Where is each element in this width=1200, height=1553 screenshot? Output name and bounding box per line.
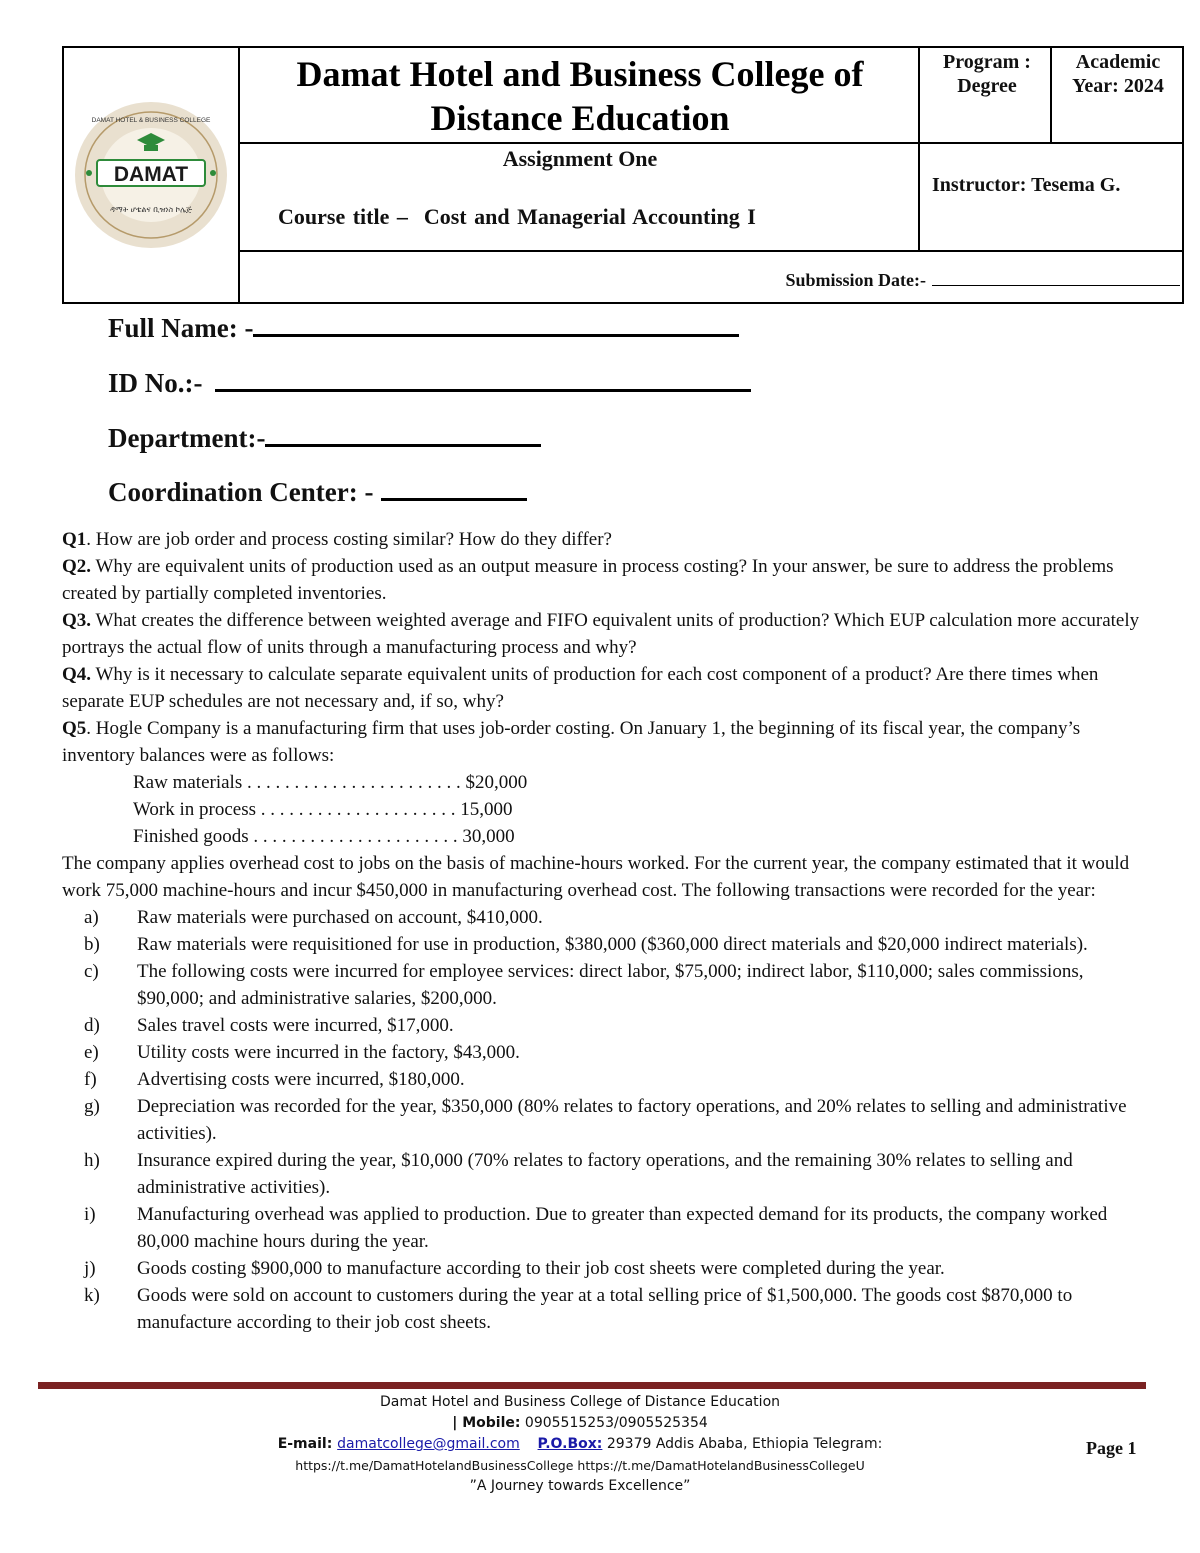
transaction-text: Advertising costs were incurred, $180,000. <box>137 1069 465 1090</box>
question-number: Q3. <box>62 610 92 631</box>
footer <box>200 1392 960 1497</box>
center-line <box>108 475 527 508</box>
transaction-text: The following costs were incurred for employee services: direct labor, $75,000; indirect labor, $110,000; sales commissions, $90,000; and administrative salaries, $200,000. <box>137 961 1084 1009</box>
inventory-label: Finished goods . . . . . . . . . . . . . . . . . . . . . . <box>133 826 458 847</box>
transaction-text: Utility costs were incurred in the factory, $43,000. <box>137 1042 520 1063</box>
transaction-text: Raw materials were requisitioned for use in production, $380,000 ($360,000 direct materials and $20,000 indirect materials). <box>137 934 1088 955</box>
inventory-label: Work in process . . . . . . . . . . . . . . . . . . . . . <box>133 799 456 820</box>
department-line <box>108 421 541 454</box>
transaction-item <box>62 1282 1152 1336</box>
pobox-label: P.O.Box: <box>537 1436 603 1452</box>
logo-dot-icon <box>86 170 92 176</box>
logo-main-text: DAMAT <box>113 163 189 186</box>
question-3 <box>62 607 1152 661</box>
submission-label: Submission Date:- <box>785 270 926 290</box>
transaction-item <box>62 1201 1152 1255</box>
program-cell <box>922 50 1052 142</box>
inventory-value: 30,000 <box>462 826 515 847</box>
center-label: Coordination Center: - <box>108 477 374 507</box>
full-name-line <box>108 311 739 344</box>
full-name-label: Full Name: - <box>108 313 254 343</box>
transaction-item <box>62 958 1152 1012</box>
transaction-item <box>62 1066 1152 1093</box>
question-2 <box>62 553 1152 607</box>
transaction-mark: f) <box>84 1069 97 1090</box>
inventory-value: 15,000 <box>460 799 513 820</box>
overhead-paragraph: The company applies overhead cost to jobs on the basis of machine-hours worked. For the current year, the company estimated that it would work 75,000 machine-hours and incur $450,000 in manufacturing overhead cost. The following transactions were recorded for the year: <box>62 853 1130 901</box>
footer-rule <box>38 1382 1146 1389</box>
transaction-text: Depreciation was recorded for the year, $350,000 (80% relates to factory operations, and 20% relates to selling and administrative activities). <box>137 1096 1127 1144</box>
submission-date-blank[interactable] <box>932 272 1180 286</box>
logo-top-text: DAMAT HOTEL & BUSINESS COLLEGE <box>91 117 211 124</box>
footer-college: Damat Hotel and Business College of Distance Education <box>379 1394 781 1410</box>
transaction-item <box>62 904 1152 931</box>
question-text: What creates the difference between weighted average and FIFO equivalent units of production? Which EUP calculation more accurately portrays the actual flow of units through a manufacturing process and why? <box>62 610 1140 658</box>
inventory-row <box>62 823 1152 850</box>
transaction-mark: a) <box>84 907 99 928</box>
transaction-mark: i) <box>84 1204 96 1225</box>
transaction-item <box>62 1255 1152 1282</box>
inventory-value: $20,000 <box>465 772 528 793</box>
graduation-cap-icon <box>144 145 158 151</box>
transaction-mark: d) <box>84 1015 100 1036</box>
transaction-mark: k) <box>84 1285 100 1306</box>
telegram-links[interactable]: https://t.me/DamatHotelandBusinessCollege https://t.me/DamatHotelandBusinessCollegeU <box>295 1458 865 1473</box>
transaction-item <box>62 1012 1152 1039</box>
id-blank[interactable] <box>215 366 751 392</box>
page-number: Page 1 <box>1086 1438 1137 1458</box>
transaction-item <box>62 1093 1152 1147</box>
question-number: Q2. <box>62 556 92 577</box>
transaction-mark: j) <box>84 1258 96 1279</box>
academic-label: Academic <box>1075 51 1161 73</box>
course-title: Cost and Managerial Accounting I <box>423 204 756 229</box>
transaction-mark: b) <box>84 934 100 955</box>
transaction-text: Sales travel costs were incurred, $17,000. <box>137 1015 454 1036</box>
transaction-mark: e) <box>84 1042 99 1063</box>
id-line <box>108 366 751 399</box>
college-logo <box>73 100 229 250</box>
course-label: Course title – <box>278 204 408 229</box>
transaction-mark: h) <box>84 1150 100 1171</box>
transaction-item <box>62 1039 1152 1066</box>
footer-mobile <box>200 1413 960 1434</box>
question-text: Why is it necessary to calculate separate equivalent units of production for each cost component of a product? Are there times when separate EUP schedules are not necessary and, if so, why? <box>62 664 1099 712</box>
assignment-title: Assignment One <box>502 146 658 171</box>
id-label: ID No.:- <box>108 368 203 398</box>
college-name: Damat Hotel and Business College of Distance Education <box>296 54 864 138</box>
logo-bottom-text: ዳማት ሆቴልና ቢዝነስ ኮሌጅ <box>109 205 193 214</box>
question-1 <box>62 526 1152 553</box>
transaction-text: Goods costing $900,000 to manufacture according to their job cost sheets were completed during the year. <box>137 1258 945 1279</box>
question-number: Q1 <box>62 529 87 550</box>
submission-date <box>240 270 1182 291</box>
program-label: Program : <box>943 51 1031 73</box>
question-number: Q5 <box>62 718 87 739</box>
academic-year: Year: 2024 <box>1072 75 1164 97</box>
question-5 <box>62 715 1152 769</box>
full-name-blank[interactable] <box>253 311 739 337</box>
mobile-value: 0905515253/0905525354 <box>520 1415 708 1431</box>
header-table <box>62 46 1184 304</box>
program-value: Degree <box>957 75 1017 97</box>
transaction-mark: g) <box>84 1096 100 1117</box>
department-blank[interactable] <box>265 421 541 447</box>
mobile-label: | Mobile: <box>452 1415 521 1431</box>
course-line <box>278 204 918 230</box>
instructor: Instructor: Tesema G. <box>932 174 1121 196</box>
question-text: . How are job order and process costing similar? How do they differ? <box>86 529 612 550</box>
transaction-text: Goods were sold on account to customers during the year at a total selling price of $1,500,000. The goods cost $870,000 to manufacture according to their job cost sheets. <box>137 1285 1073 1333</box>
questions-body <box>62 526 1152 1336</box>
footer-motto: ”A Journey towards Excellence” <box>469 1478 691 1494</box>
academic-cell <box>1054 50 1182 142</box>
transaction-text: Raw materials were purchased on account, $410,000. <box>137 907 543 928</box>
pobox-value: 29379 Addis Ababa, Ethiopia Telegram: <box>602 1436 883 1452</box>
logo-dot-icon <box>210 170 216 176</box>
divider <box>238 250 1182 252</box>
transaction-text: Manufacturing overhead was applied to production. Due to greater than expected demand for its products, the company worked 80,000 machine hours during the year. <box>137 1204 1108 1252</box>
inventory-row <box>62 796 1152 823</box>
question-text: Why are equivalent units of production used as an output measure in process costing? In your answer, be sure to address the problems created by partially completed inventories. <box>62 556 1114 604</box>
center-blank[interactable] <box>381 475 527 501</box>
question-4 <box>62 661 1152 715</box>
transactions-list <box>62 904 1152 1336</box>
transaction-item <box>62 1147 1152 1201</box>
inventory-label: Raw materials . . . . . . . . . . . . . . . . . . . . . . . <box>133 772 461 793</box>
question-number: Q4. <box>62 664 92 685</box>
transaction-text: Insurance expired during the year, $10,000 (70% relates to factory operations, and the remaining 30% relates to selling and administrative activities). <box>137 1150 1073 1198</box>
question-text: . Hogle Company is a manufacturing firm that uses job-order costing. On January 1, the beginning of its fiscal year, the company’s inventory balances were as follows: <box>62 718 1081 766</box>
department-label: Department:- <box>108 423 266 453</box>
email-link[interactable]: damatcollege@gmail.com <box>337 1436 520 1452</box>
email-label: E-mail: <box>277 1436 338 1452</box>
transaction-item <box>62 931 1152 958</box>
footer-contact <box>200 1434 960 1455</box>
transaction-mark: c) <box>84 961 99 982</box>
inventory-row <box>62 769 1152 796</box>
logo-cell <box>64 48 238 302</box>
